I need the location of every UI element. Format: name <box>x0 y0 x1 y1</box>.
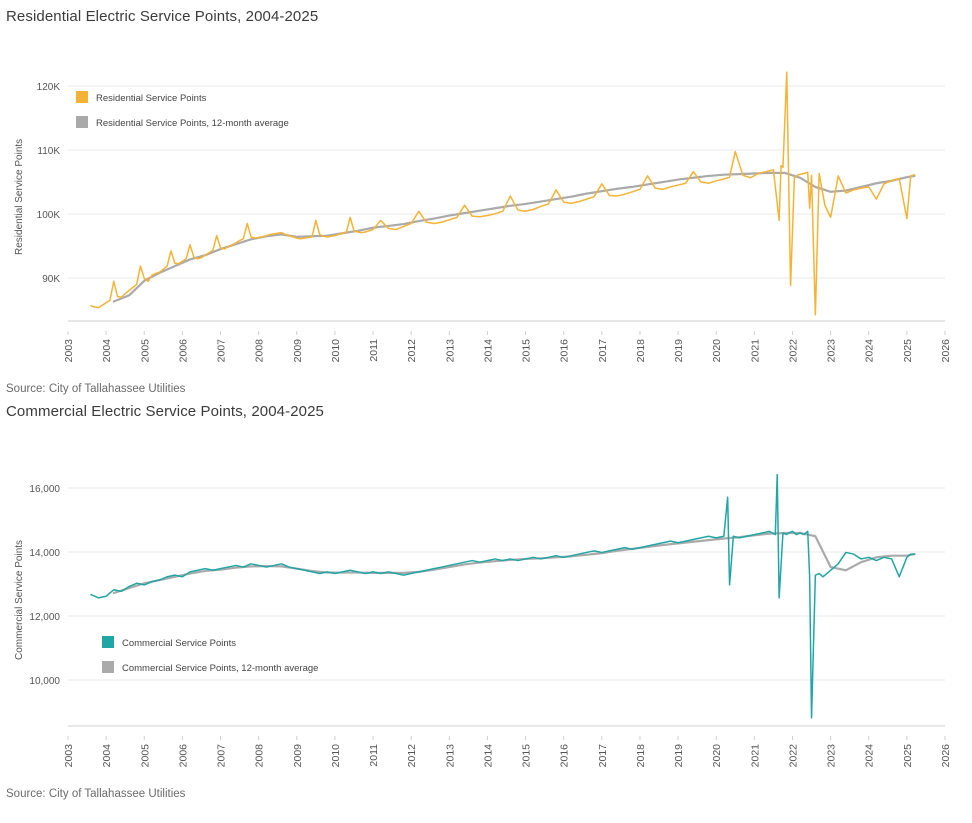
xtick-label: 2015 <box>520 744 533 768</box>
commercial-chart-svg <box>0 420 972 782</box>
xtick-label: 2005 <box>139 744 152 768</box>
xtick-label: 2017 <box>596 339 609 363</box>
xtick-label: 2016 <box>558 744 571 768</box>
xtick-label: 2011 <box>368 339 381 362</box>
xtick-label: 2010 <box>329 339 342 363</box>
xtick-label: 2018 <box>634 744 647 768</box>
xtick-label: 2020 <box>711 339 724 363</box>
xtick-label: 2023 <box>825 744 838 768</box>
ytick-label: 110K <box>37 146 60 157</box>
legend-label: Residential Service Points <box>96 93 207 104</box>
residential-chart-block <box>0 0 972 395</box>
commercial-chart-block <box>0 395 972 800</box>
commercial-series-group <box>91 475 915 718</box>
xtick-label: 2026 <box>940 744 952 768</box>
residential-chart-svg <box>0 25 972 377</box>
xtick-label: 2016 <box>558 339 571 363</box>
source-note-commercial: Source: City of Tallahassee Utilities <box>6 788 186 800</box>
page-title-commercial: Commercial Electric Service Points, 2004-2025 <box>6 403 324 420</box>
ytick-label: 12,000 <box>29 612 60 623</box>
series-line <box>91 475 915 718</box>
xtick-label: 2014 <box>482 339 495 363</box>
xtick-label: 2024 <box>863 744 876 768</box>
series-line <box>114 533 915 593</box>
ytick-label: 14,000 <box>29 548 60 559</box>
residential-plot-wrap <box>0 25 972 377</box>
y-axis-label-residential: Residential Service Points <box>14 138 25 255</box>
legend-swatch-residential-average <box>76 116 88 128</box>
ytick-label: 100K <box>36 210 60 221</box>
xtick-label: 2003 <box>63 339 75 363</box>
legend-swatch-commercial-average <box>102 661 114 673</box>
xtick-label: 2007 <box>215 339 228 363</box>
xtick-label: 2025 <box>901 744 914 768</box>
xtick-label: 2020 <box>711 744 724 768</box>
xtick-label: 2021 <box>749 744 762 768</box>
xtick-label: 2024 <box>863 339 876 363</box>
xtick-label: 2025 <box>901 339 914 363</box>
xtick-label: 2003 <box>63 744 75 768</box>
xtick-label: 2009 <box>291 339 304 363</box>
commercial-legend <box>102 636 318 674</box>
commercial-x-tick-labels <box>63 736 952 767</box>
ytick-label: 120K <box>36 82 60 93</box>
residential-legend <box>76 91 289 129</box>
xtick-label: 2009 <box>291 744 304 768</box>
xtick-label: 2014 <box>482 744 495 768</box>
xtick-label: 2010 <box>329 744 342 768</box>
xtick-label: 2015 <box>520 339 533 363</box>
page-title-residential: Residential Electric Service Points, 2004-2025 <box>6 8 319 25</box>
xtick-label: 2023 <box>825 339 838 363</box>
xtick-label: 2022 <box>787 744 800 768</box>
legend-label: Commercial Service Points <box>122 638 237 649</box>
xtick-label: 2006 <box>177 744 190 768</box>
ytick-label: 16,000 <box>29 484 60 495</box>
xtick-label: 2021 <box>749 339 762 363</box>
legend-swatch-commercial-points <box>102 636 114 648</box>
legend-label: Commercial Service Points, 12-month average <box>122 663 319 674</box>
xtick-label: 2013 <box>444 744 457 768</box>
xtick-label: 2013 <box>444 339 457 363</box>
commercial-y-gridlines <box>29 484 945 687</box>
xtick-label: 2012 <box>406 339 419 363</box>
legend-swatch-residential-points <box>76 91 88 103</box>
xtick-label: 2022 <box>787 339 800 363</box>
xtick-label: 2012 <box>406 744 419 768</box>
series-line <box>91 72 915 315</box>
xtick-label: 2026 <box>940 339 952 363</box>
commercial-plot-wrap <box>0 420 972 782</box>
residential-x-tick-labels <box>63 331 952 362</box>
xtick-label: 2019 <box>673 339 686 363</box>
xtick-label: 2004 <box>101 339 114 363</box>
xtick-label: 2005 <box>139 339 152 363</box>
ytick-label: 90K <box>42 274 60 285</box>
xtick-label: 2008 <box>253 339 266 363</box>
source-note-residential: Source: City of Tallahassee Utilities <box>6 383 186 395</box>
xtick-label: 2018 <box>634 339 647 363</box>
xtick-label: 2011 <box>368 744 381 767</box>
xtick-label: 2006 <box>177 339 190 363</box>
ytick-label: 10,000 <box>29 676 60 687</box>
xtick-label: 2004 <box>101 744 114 768</box>
xtick-label: 2017 <box>596 744 609 768</box>
residential-series-group <box>91 72 915 315</box>
xtick-label: 2019 <box>673 744 686 768</box>
legend-label: Residential Service Points, 12-month average <box>96 118 289 129</box>
xtick-label: 2008 <box>253 744 266 768</box>
y-axis-label-commercial: Commercial Service Points <box>14 539 25 660</box>
xtick-label: 2007 <box>215 744 228 768</box>
